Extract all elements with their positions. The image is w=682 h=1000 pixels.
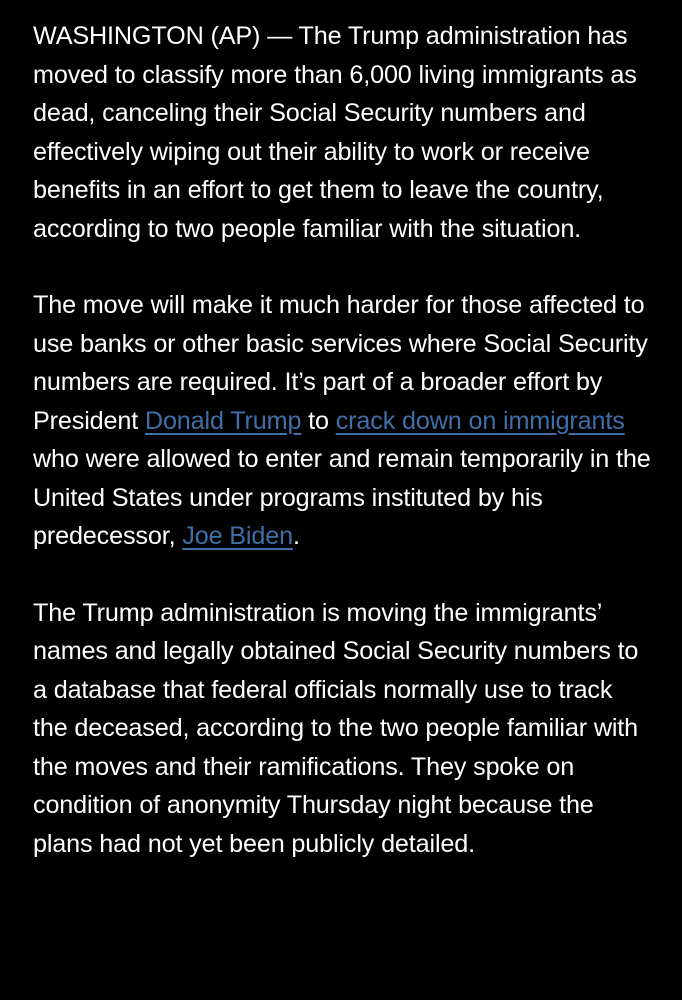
- link-crack-down-on-immigrants[interactable]: crack down on immigrants: [335, 406, 625, 435]
- paragraph-2: [33, 286, 652, 556]
- paragraph-1: WASHINGTON (AP) — The Trump administration has moved to classify more than 6,000 living immigrants as dead, canceling their Social Security numbers and effectively wiping out their ability to work or receive benefits in an effort to get them to leave the country, according to two people familiar with the situation.: [33, 22, 637, 243]
- paragraph-2-text-d: .: [292, 522, 300, 550]
- link-donald-trump[interactable]: Donald Trump: [144, 406, 302, 435]
- paragraph-2-text-c: who were allowed to enter and remain temporarily in the United States under programs instituted by his predecessor,: [33, 445, 651, 550]
- paragraph-3: The Trump administration is moving the immigrants’ names and legally obtained Social Security numbers to a database that federal officials normally use to track the deceased, according to the two people familiar with the moves and their ramifications. They spoke on condition of anonymity Thursday night because the plans had not yet been publicly detailed.: [33, 598, 639, 858]
- paragraph-2-text-a: The move will make it much harder for those affected to use banks or other basic services where Social Security numbers are required. It’s part of a broader effort by President: [33, 291, 648, 435]
- link-joe-biden[interactable]: Joe Biden: [182, 522, 293, 550]
- paragraph-2-text-b: to: [301, 406, 336, 435]
